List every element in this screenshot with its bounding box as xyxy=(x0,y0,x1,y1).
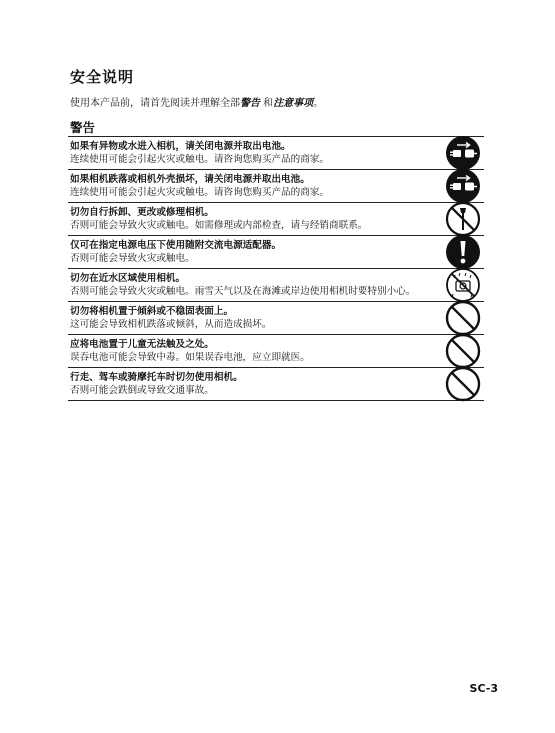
prohibited-icon xyxy=(445,300,481,336)
page-title: 安全说明 xyxy=(70,68,135,86)
intro-term-caution: 注意事项 xyxy=(273,98,314,109)
warning-body: 这可能会导致相机跌落或倾斜，从而造成损坏。 xyxy=(70,319,272,330)
warning-item xyxy=(68,269,484,302)
mandatory-icon xyxy=(445,234,481,270)
warning-list xyxy=(68,136,484,401)
warning-body: 否则可能会导致火灾或触电。雨雪天气以及在海滩或岸边使用相机时要特别小心。 xyxy=(70,286,416,297)
page-number: SC-3 xyxy=(469,682,498,695)
warning-item xyxy=(68,137,484,170)
warning-body: 否则可能会导致火灾或触电。如需修理或内部检查，请与经销商联系。 xyxy=(70,220,368,231)
prohibited-icon xyxy=(445,366,481,402)
warning-body: 否则可能会导致火灾或触电。 xyxy=(70,253,195,264)
warning-body: 误吞电池可能会导致中毒。如果误吞电池，应立即就医。 xyxy=(70,352,310,363)
warning-item xyxy=(68,335,484,368)
intro-middle: 和 xyxy=(260,98,274,109)
warning-heading: 如果有异物或水进入相机，请关闭电源并取出电池。 xyxy=(70,141,291,152)
warning-item xyxy=(68,302,484,335)
warning-item xyxy=(68,203,484,236)
warning-body: 连续使用可能会引起火灾或触电。请咨询您购买产品的商家。 xyxy=(70,154,330,165)
warning-item xyxy=(68,368,484,401)
intro-prefix: 使用本产品前，请首先阅读并理解全部 xyxy=(70,98,240,109)
warning-heading: 行走、驾车或骑摩托车时切勿使用相机。 xyxy=(70,372,243,383)
warning-heading: 应将电池置于儿童无法触及之处。 xyxy=(70,339,214,350)
intro-text xyxy=(70,94,323,109)
warning-heading: 切勿自行拆卸、更改或修理相机。 xyxy=(70,207,214,218)
section-title: 警告 xyxy=(70,120,96,135)
no-disassembly-icon xyxy=(445,201,481,237)
intro-term-warning: 警告 xyxy=(240,98,260,109)
warning-body: 否则可能会跌倒或导致交通事故。 xyxy=(70,385,214,396)
warning-item xyxy=(68,236,484,269)
warning-heading: 如果相机跌落或相机外壳损坏，请关闭电源并取出电池。 xyxy=(70,174,310,185)
warning-heading: 切勿在近水区域使用相机。 xyxy=(70,273,186,284)
warning-heading: 仅可在指定电源电压下使用随附交流电源适配器。 xyxy=(70,240,282,251)
warning-item xyxy=(68,170,484,203)
warning-body: 连续使用可能会引起火灾或触电。请咨询您购买产品的商家。 xyxy=(70,187,330,198)
no-water-icon xyxy=(445,267,481,303)
unplug-icon xyxy=(445,135,481,171)
prohibited-icon xyxy=(445,333,481,369)
warning-heading: 切勿将相机置于倾斜或不稳固表面上。 xyxy=(70,306,234,317)
unplug-icon xyxy=(445,168,481,204)
intro-suffix: 。 xyxy=(313,98,324,109)
